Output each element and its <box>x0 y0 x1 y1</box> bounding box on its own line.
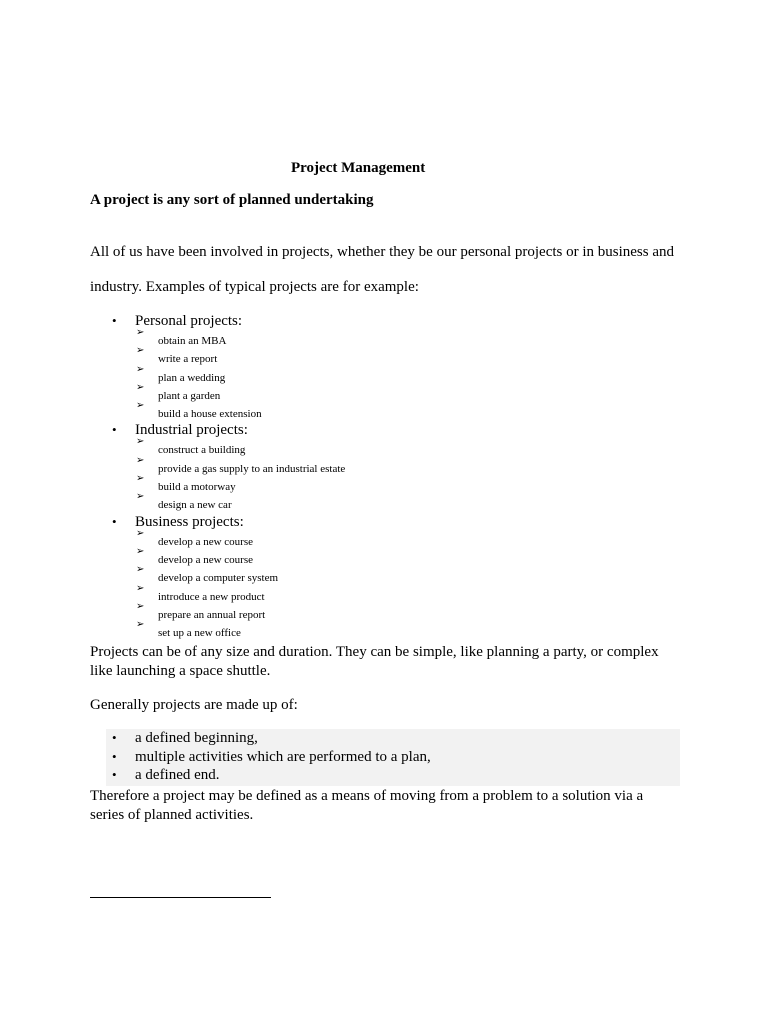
list-item <box>106 748 680 767</box>
list-item-label: build a house extension <box>158 408 262 421</box>
arrow-bullet-icon: ➢ <box>136 400 145 412</box>
intro-line-2: industry. Examples of typical projects are for example: <box>90 279 419 295</box>
list-item <box>90 619 710 640</box>
project-group <box>90 513 710 641</box>
project-examples-list <box>90 312 710 640</box>
list-item <box>90 345 710 366</box>
arrow-bullet-icon: ➢ <box>136 564 145 576</box>
bullet-icon: • <box>112 767 117 782</box>
bullet-icon: • <box>112 513 117 529</box>
list-item <box>90 363 710 385</box>
list-item <box>90 600 710 622</box>
arrow-bullet-icon: ➢ <box>136 600 145 612</box>
size-line-2: like launching a space shuttle. <box>90 663 271 679</box>
project-group <box>90 421 710 512</box>
bullet-icon: • <box>112 730 117 745</box>
list-item <box>106 766 680 785</box>
page-title-text: Project Management <box>291 160 426 176</box>
project-group <box>90 312 710 421</box>
arrow-bullet-icon: ➢ <box>136 327 145 338</box>
page-title <box>291 160 425 177</box>
list-item <box>90 545 710 567</box>
arrow-bullet-icon: ➢ <box>136 473 145 485</box>
list-item <box>90 527 710 549</box>
group-label: Industrial projects: <box>135 422 248 439</box>
conclusion-line-1: Therefore a project may be defined as a means of moving from a problem to a solution via a <box>90 788 644 804</box>
list-item-label: write a report <box>158 353 218 366</box>
list-item <box>106 729 680 748</box>
arrow-bullet-icon: ➢ <box>136 363 145 375</box>
list-item <box>90 327 710 348</box>
conclusion-line-2: series of planned activities. <box>90 807 254 823</box>
list-item-label: develop a new course <box>158 553 253 566</box>
arrow-bullet-icon: ➢ <box>136 491 145 503</box>
made-up-intro: Generally projects are made up of: <box>90 697 298 713</box>
list-item-label: a defined beginning, <box>135 730 258 746</box>
footnote-separator <box>90 897 271 898</box>
group-heading <box>90 513 710 531</box>
group-label: Business projects: <box>135 513 244 530</box>
list-item-label: obtain an MBA <box>158 335 227 347</box>
arrow-bullet-icon: ➢ <box>136 436 145 448</box>
list-item-label: develop a new course <box>158 535 253 548</box>
list-item <box>90 564 710 585</box>
group-heading <box>90 312 710 330</box>
list-item-label: plan a wedding <box>158 371 226 384</box>
list-item <box>90 582 710 604</box>
list-item <box>90 400 710 421</box>
list-item-label: prepare an annual report <box>158 608 266 621</box>
made-up-list <box>106 729 680 786</box>
bullet-icon: • <box>112 422 117 438</box>
list-item-label: introduce a new product <box>158 590 265 603</box>
list-item-label: build a motorway <box>158 481 236 494</box>
arrow-bullet-icon: ➢ <box>136 381 145 393</box>
size-line-1: Projects can be of any size and duration. They can be simple, like planning a party, or complex <box>90 644 659 660</box>
list-item <box>90 473 710 494</box>
bullet-icon: • <box>112 748 117 764</box>
arrow-bullet-icon: ➢ <box>136 345 145 357</box>
arrow-bullet-icon: ➢ <box>136 582 145 594</box>
arrow-bullet-icon: ➢ <box>136 527 145 539</box>
list-item-label: a defined end. <box>135 767 220 783</box>
list-item-label: set up a new office <box>158 627 241 640</box>
list-item-label: construct a building <box>158 444 246 457</box>
intro-line-1: All of us have been involved in projects, whether they be our personal projects or in business and <box>90 244 675 260</box>
list-item-label: plant a garden <box>158 389 221 402</box>
arrow-bullet-icon: ➢ <box>136 454 145 466</box>
group-heading <box>90 421 710 439</box>
list-item <box>90 454 710 476</box>
list-item-label: provide a gas supply to an industrial estate <box>158 462 346 475</box>
arrow-bullet-icon: ➢ <box>136 619 145 631</box>
list-item-label: multiple activities which are performed to a plan, <box>135 748 431 765</box>
list-item-label: design a new car <box>158 499 232 512</box>
list-item <box>90 381 710 403</box>
subtitle: A project is any sort of planned undertaking <box>90 192 374 208</box>
bullet-icon: • <box>112 313 117 328</box>
group-label: Personal projects: <box>135 313 243 329</box>
arrow-bullet-icon: ➢ <box>136 545 145 557</box>
list-item <box>90 491 710 512</box>
list-item-label: develop a computer system <box>158 572 279 585</box>
list-item <box>90 436 710 457</box>
